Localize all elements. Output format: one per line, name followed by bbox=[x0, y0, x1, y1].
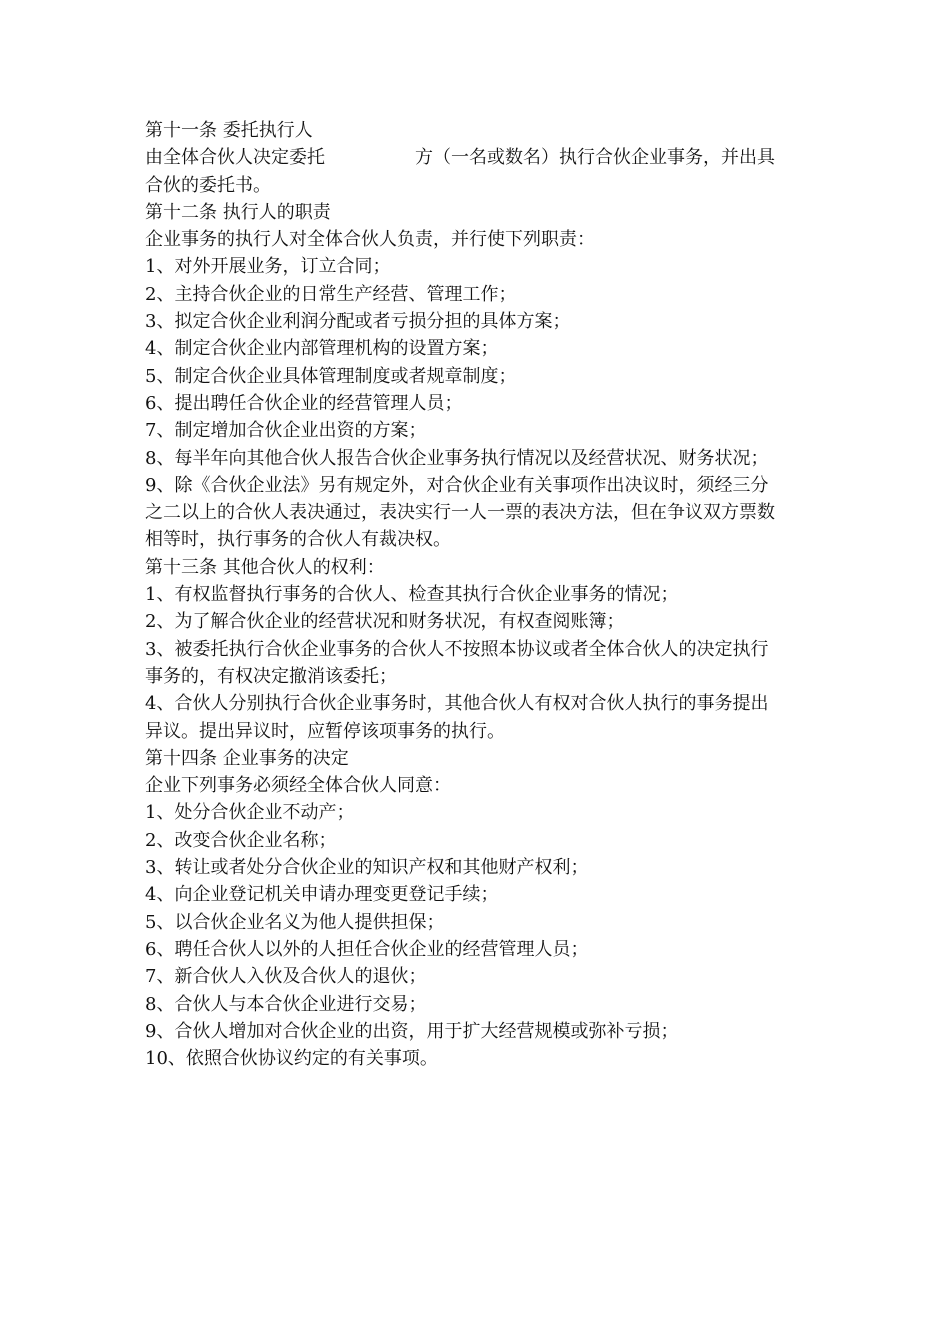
list-item-continuation: 之二以上的合伙人表决通过，表决实行一人一票的表决方法，但在争议双方票数 bbox=[145, 502, 775, 524]
delegation-text-end: 方（一名或数名）执行合伙企业事务，并出具 bbox=[415, 147, 775, 169]
article-11-text-line bbox=[145, 144, 810, 171]
list-item: 3、拟定合伙企业利润分配或者亏损分担的具体方案； bbox=[145, 311, 571, 333]
list-item: 9、除《合伙企业法》另有规定外，对合伙企业有关事项作出决议时，须经三分 bbox=[145, 474, 769, 496]
list-item-continuation: 异议。提出异议时，应暂停该项事务的执行。 bbox=[145, 720, 505, 742]
list-item: 1、对外开展业务，订立合同； bbox=[145, 256, 391, 278]
list-item: 9、合伙人增加对合伙企业的出资，用于扩大经营规模或弥补亏损； bbox=[145, 1020, 679, 1042]
list-item: 7、新合伙人入伙及合伙人的退伙； bbox=[145, 966, 427, 988]
article-13-heading: 第十三条 其他合伙人的权利： bbox=[145, 556, 385, 578]
list-item: 6、提出聘任合伙企业的经营管理人员； bbox=[145, 392, 463, 414]
list-item: 4、向企业登记机关申请办理变更登记手续； bbox=[145, 884, 499, 906]
list-item: 6、聘任合伙人以外的人担任合伙企业的经营管理人员； bbox=[145, 938, 589, 960]
list-item: 8、每半年向其他合伙人报告合伙企业事务执行情况以及经营状况、财务状况； bbox=[145, 447, 769, 469]
list-item: 3、被委托执行合伙企业事务的合伙人不按照本协议或者全体合伙人的决定执行 bbox=[145, 638, 769, 660]
list-item-continuation: 相等时，执行事务的合伙人有裁决权。 bbox=[145, 529, 451, 551]
list-item: 4、制定合伙企业内部管理机构的设置方案； bbox=[145, 338, 499, 360]
list-item: 1、有权监督执行事务的合伙人、检查其执行合伙企业事务的情况； bbox=[145, 584, 679, 606]
article-12-heading: 第十二条 执行人的职责 bbox=[145, 201, 331, 223]
delegation-text-start: 由全体合伙人决定委托 bbox=[145, 147, 325, 169]
article-14-intro: 企业下列事务必须经全体合伙人同意： bbox=[145, 775, 451, 797]
list-item: 8、合伙人与本合伙企业进行交易； bbox=[145, 993, 427, 1015]
article-12-intro: 企业事务的执行人对全体合伙人负责，并行使下列职责： bbox=[145, 229, 595, 251]
list-item: 2、为了解合伙企业的经营状况和财务状况，有权查阅账簿； bbox=[145, 611, 625, 633]
list-item: 2、改变合伙企业名称； bbox=[145, 829, 337, 851]
article-11-heading: 第十一条 委托执行人 bbox=[145, 120, 313, 141]
list-item: 5、以合伙企业名义为他人提供担保； bbox=[145, 911, 445, 933]
list-item: 7、制定增加合伙企业出资的方案； bbox=[145, 420, 427, 442]
document-body bbox=[145, 117, 810, 1072]
list-item: 4、合伙人分别执行合伙企业事务时，其他合伙人有权对合伙人执行的事务提出 bbox=[145, 693, 769, 715]
list-item: 5、制定合伙企业具体管理制度或者规章制度； bbox=[145, 365, 517, 387]
article-11-text-line: 合伙的委托书。 bbox=[145, 174, 271, 196]
article-14-heading: 第十四条 企业事务的决定 bbox=[145, 747, 349, 769]
list-item-continuation: 事务的，有权决定撤消该委托； bbox=[145, 665, 397, 687]
list-item: 2、主持合伙企业的日常生产经营、管理工作； bbox=[145, 283, 517, 305]
list-item: 1、处分合伙企业不动产； bbox=[145, 802, 355, 824]
list-item: 3、转让或者处分合伙企业的知识产权和其他财产权利； bbox=[145, 857, 589, 879]
list-item: 10、依照合伙协议约定的有关事项。 bbox=[145, 1048, 438, 1070]
